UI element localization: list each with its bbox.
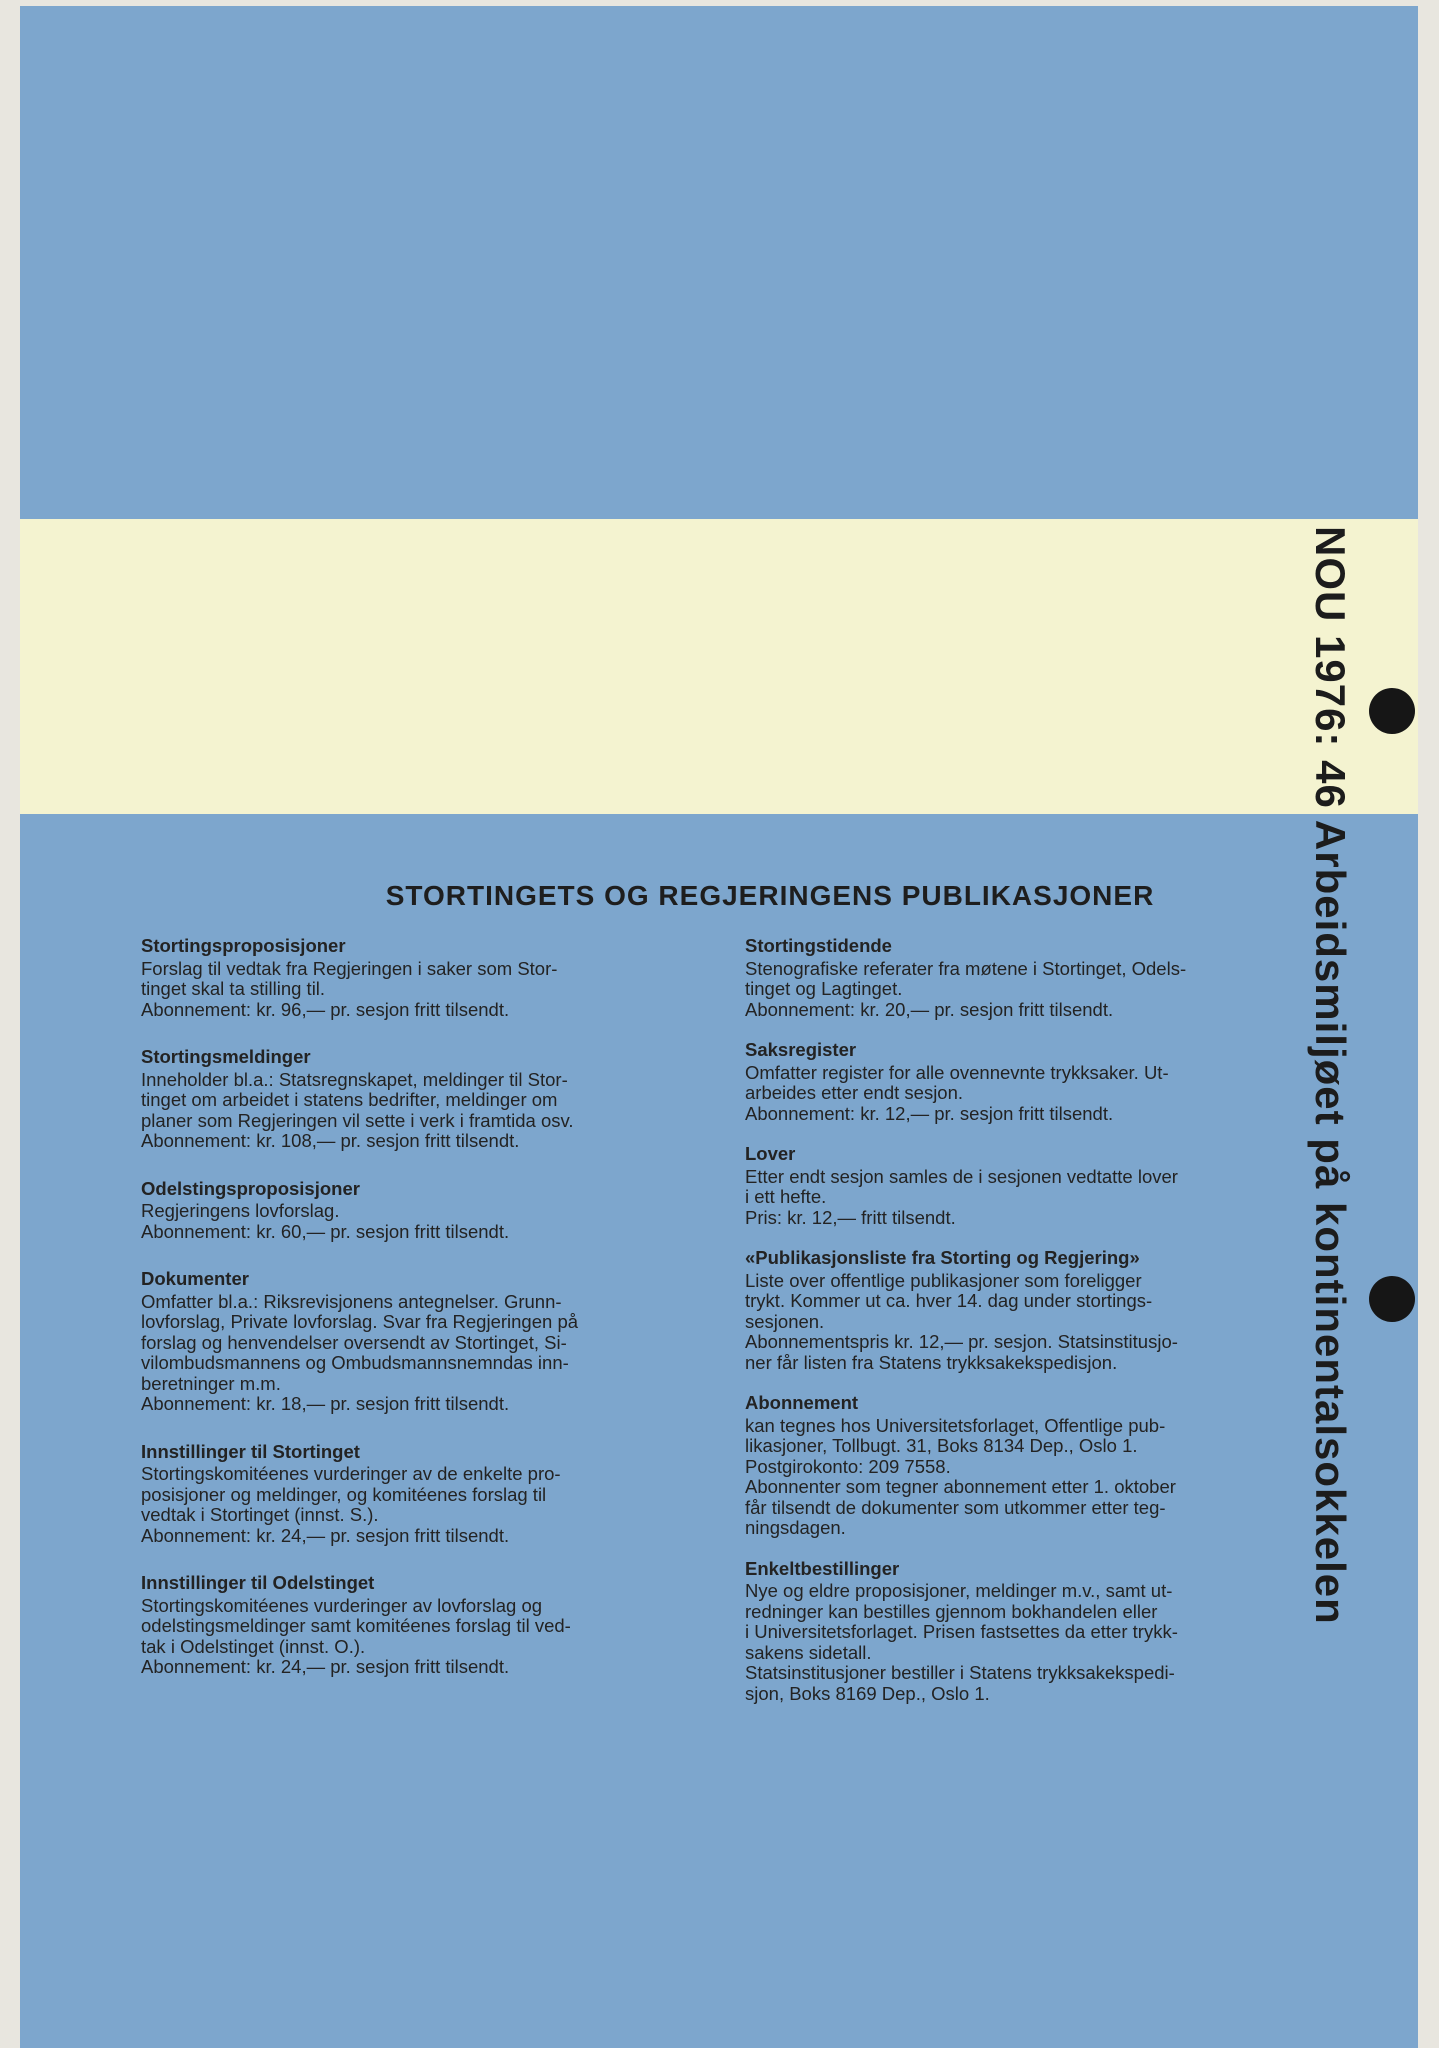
entry-heading: Saksregister — [745, 1039, 857, 1060]
entry-text-line: tinget og Lagtinget. — [745, 978, 903, 999]
entry-text-line: Abonnement: kr. 24,— pr. sesjon fritt tilsendt. — [141, 1524, 510, 1546]
entry-text-line: Abonnementspris kr. 12,— pr. sesjon. Statsinstitusjo- — [745, 1331, 1178, 1352]
entry-text-line: Stenografiske referater fra møtene i Stortinget, Odels- — [745, 957, 1187, 979]
entry-text-line: Stortingskomitéenes vurderinger av lovforslag og — [141, 1594, 543, 1616]
entry-text-line: Abonnement: kr. 108,— pr. sesjon fritt tilsendt. — [141, 1130, 520, 1151]
entry-text-line: vilombudsmannens og Ombudsmannsnemndas inn- — [141, 1352, 569, 1373]
entry-text-line: Omfatter register for alle ovennevnte trykksaker. Ut- — [745, 1061, 1169, 1083]
publication-entry — [745, 1248, 1280, 1373]
entry-text-line: lovforslag, Private lovforslag. Svar fra Regjeringen på — [141, 1311, 579, 1332]
entry-heading: Dokumenter — [141, 1268, 249, 1289]
entry-heading: Innstillinger til Stortinget — [141, 1440, 360, 1462]
publication-entry — [745, 1040, 1280, 1124]
publication-entry — [141, 1573, 676, 1678]
entry-heading: Abonnement — [745, 1392, 859, 1413]
entry-text-line: trykt. Kommer ut ca. hver 14. dag under stortings- — [745, 1290, 1153, 1311]
entry-text-line: beretninger m.m. — [141, 1372, 281, 1394]
entry-text-line: Abonnement: kr. 18,— pr. sesjon fritt tilsendt. — [141, 1393, 510, 1414]
punch-hole-top — [1369, 688, 1415, 734]
entry-text-line: Stortingskomitéenes vurderinger av de enkelte pro- — [141, 1463, 561, 1484]
entry-text-line: Statsinstitusjoner bestiller i Statens trykksakekspedi- — [745, 1662, 1175, 1683]
entry-heading: «Publikasjonsliste fra Storting og Regjering» — [745, 1247, 1140, 1268]
entry-text-line: tinget om arbeidet i statens bedrifter, meldinger om — [141, 1089, 558, 1110]
entry-text-line: sjon, Boks 8169 Dep., Oslo 1. — [745, 1682, 990, 1704]
entry-text-line: ner får listen fra Statens trykksakekspedisjon. — [745, 1351, 1118, 1373]
entry-heading: Stortingstidende — [745, 935, 892, 956]
publication-entry — [141, 936, 676, 1020]
entry-text-line: Forslag til vedtak fra Regjeringen i saker som Stor- — [141, 957, 558, 979]
entry-text-line: får tilsendt de dokumenter som utkommer etter teg- — [745, 1496, 1166, 1518]
publication-entry — [745, 1144, 1280, 1228]
entry-heading: Stortingsmeldinger — [141, 1046, 311, 1067]
entry-text-line: Abonnement: kr. 24,— pr. sesjon fritt tilsendt. — [141, 1656, 510, 1677]
entry-text-line: tak i Odelstinget (innst. O.). — [141, 1635, 366, 1657]
entry-heading: Enkeltbestillinger — [745, 1557, 900, 1579]
entry-text-line: Nye og eldre proposisjoner, meldinger m.v., samt ut- — [745, 1580, 1173, 1601]
entry-text-line: odelstingsmeldinger samt komitéenes forslag til ved- — [141, 1615, 571, 1636]
entry-text-line: Abonnement: kr. 60,— pr. sesjon fritt tilsendt. — [141, 1220, 510, 1242]
entry-text-line: Pris: kr. 12,— fritt tilsendt. — [745, 1206, 956, 1228]
publication-entry — [141, 1047, 676, 1152]
publication-entry — [745, 936, 1280, 1020]
publication-entry — [141, 1442, 676, 1547]
entry-heading: Lover — [745, 1143, 796, 1164]
spine-title: NOU 1976: 46 Arbeidsmiljøet på kontinentalsokkelen — [1307, 526, 1354, 1625]
entry-text-line: forslag og henvendelser oversendt av Stortinget, Si- — [141, 1331, 567, 1353]
publication-entry — [141, 1269, 676, 1415]
entry-text-line: tinget skal ta stilling til. — [141, 978, 326, 999]
left-column — [141, 936, 676, 1705]
entry-text-line: Abonnement: kr. 20,— pr. sesjon fritt tilsendt. — [745, 998, 1114, 1020]
entry-text-line: likasjoner, Tollbugt. 31, Boks 8134 Dep., Oslo 1. — [745, 1435, 1138, 1456]
entry-text-line: arbeides etter endt sesjon. — [745, 1082, 964, 1103]
entry-text-line: posisjoner og meldinger, og komitéenes forslag til — [141, 1483, 547, 1505]
entry-text-line: redninger kan bestilles gjennom bokhandelen eller — [745, 1600, 1158, 1622]
cream-band — [20, 519, 1418, 814]
entry-heading: Stortingsproposisjoner — [141, 935, 346, 956]
publication-entry — [141, 1179, 676, 1243]
punch-hole-bottom — [1369, 1276, 1415, 1322]
entry-text-line: Etter endt sesjon samles de i sesjonen vedtatte lover — [745, 1165, 1178, 1187]
entry-heading: Innstillinger til Odelstinget — [141, 1572, 375, 1593]
entry-text-line: i ett hefte. — [745, 1186, 827, 1207]
entry-text-line: Postgirokonto: 209 7558. — [745, 1455, 951, 1477]
page-title: STORTINGETS OG REGJERINGENS PUBLIKASJONER — [385, 880, 1155, 911]
entry-text-line: Liste over offentlige publikasjoner som foreligger — [745, 1269, 1142, 1291]
entry-text-line: ningsdagen. — [745, 1517, 846, 1538]
entry-text-line: vedtak i Stortinget (innst. S.). — [141, 1504, 379, 1525]
entry-text-line: Abonnement: kr. 12,— pr. sesjon fritt tilsendt. — [745, 1102, 1114, 1124]
entry-text-line: sakens sidetall. — [745, 1641, 872, 1663]
entry-text-line: i Universitetsforlaget. Prisen fastsettes da etter trykk- — [745, 1621, 1178, 1642]
entry-text-line: sesjonen. — [745, 1310, 825, 1332]
right-column — [745, 936, 1280, 1724]
entry-text-line: planer som Regjeringen vil sette i verk i framtida osv. — [141, 1109, 574, 1131]
entry-text-line: Omfatter bl.a.: Riksrevisjonens antegnelser. Grunn- — [141, 1290, 562, 1312]
entry-text-line: kan tegnes hos Universitetsforlaget, Offentlige pub- — [745, 1414, 1166, 1436]
entry-text-line: Abonnement: kr. 96,— pr. sesjon fritt tilsendt. — [141, 998, 510, 1020]
publication-entry — [745, 1393, 1280, 1539]
entry-text-line: Inneholder bl.a.: Statsregnskapet, meldinger til Stor- — [141, 1068, 568, 1090]
publication-entry — [745, 1559, 1280, 1705]
entry-heading: Odelstingsproposisjoner — [141, 1177, 360, 1199]
entry-text-line: Abonnenter som tegner abonnement etter 1. oktober — [745, 1476, 1176, 1497]
entry-text-line: Regjeringens lovforslag. — [141, 1200, 340, 1221]
